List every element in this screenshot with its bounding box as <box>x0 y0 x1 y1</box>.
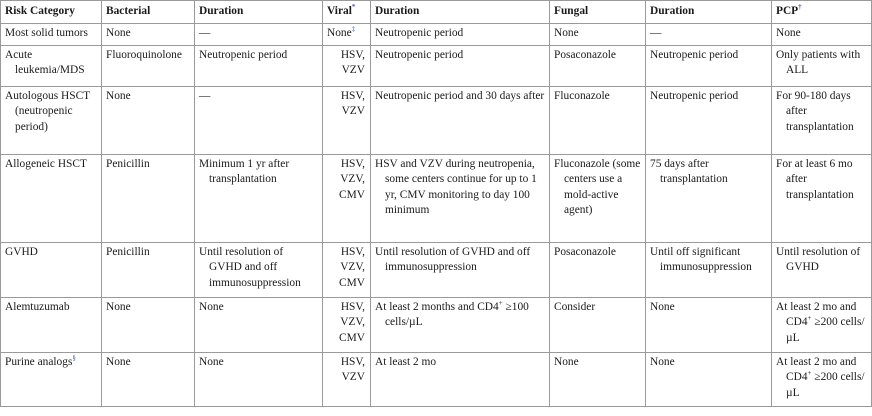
cell-viral: HSV, VZV, CMV <box>323 154 371 242</box>
cell-viral-duration: Until resolution of GVHD and off immunosuppression <box>371 242 550 297</box>
header-fungal-duration: Duration <box>646 1 772 24</box>
cell-fungal: Posaconazole <box>550 45 646 86</box>
cell-viral: HSV, VZV <box>323 45 371 86</box>
pcp-text: At least 2 mo and CD4 <box>776 355 857 383</box>
cell-bacterial: Fluoroquinolone <box>102 45 195 86</box>
cd4-superscript: + <box>807 314 812 322</box>
cell-risk-category-text: Purine analogs <box>5 355 73 368</box>
cell-fungal-duration: 75 days after transplantation <box>646 154 772 242</box>
header-viral-label: Viral <box>327 5 352 17</box>
table-row <box>1 23 872 45</box>
header-viral <box>323 1 371 24</box>
cell-fungal-duration: None <box>646 297 772 352</box>
cell-fungal-duration: Neutropenic period <box>646 45 772 86</box>
cell-fungal-duration: Neutropenic period <box>646 86 772 154</box>
cell-bacterial-duration: None <box>195 352 323 406</box>
cell-risk-category: Autologous HSCT (neutropenic period) <box>1 86 102 154</box>
cell-viral-duration: Neutropenic period <box>371 23 550 45</box>
cell-bacterial: Penicillin <box>102 242 195 297</box>
cell-fungal: Fluconazole (some centers use a mold-active agent) <box>550 154 646 242</box>
table-row <box>1 154 872 242</box>
table-row <box>1 297 872 352</box>
cell-pcp: Only patients with ALL <box>772 45 872 86</box>
header-fungal: Fungal <box>550 1 646 24</box>
cell-fungal: None <box>550 23 646 45</box>
cell-viral-duration <box>371 297 550 352</box>
cd4-superscript: + <box>807 369 812 377</box>
cell-risk-category: Alemtuzumab <box>1 297 102 352</box>
cell-bacterial-duration: None <box>195 297 323 352</box>
cell-fungal: None <box>550 352 646 406</box>
header-pcp <box>772 1 872 24</box>
cell-risk-category <box>1 352 102 406</box>
cell-viral: HSV, VZV, CMV <box>323 297 371 352</box>
cell-fungal: Consider <box>550 297 646 352</box>
cell-fungal: Fluconazole <box>550 86 646 154</box>
viral-duration-threshold: ≥100 cells/µL <box>385 300 529 328</box>
header-risk-category: Risk Category <box>1 1 102 24</box>
cell-viral-duration: At least 2 mo <box>371 352 550 406</box>
viral-duration-text: At least 2 months and CD4 <box>375 300 499 313</box>
table-row <box>1 242 872 297</box>
pcp-text: At least 2 mo and CD4 <box>776 300 857 328</box>
cell-pcp <box>772 352 872 406</box>
cell-bacterial: None <box>102 23 195 45</box>
cell-pcp: For at least 6 mo after transplantation <box>772 154 872 242</box>
cell-viral: HSV, VZV, CMV <box>323 242 371 297</box>
cell-risk-category: Allogeneic HSCT <box>1 154 102 242</box>
header-bacterial: Bacterial <box>102 1 195 24</box>
cell-risk-category: GVHD <box>1 242 102 297</box>
cell-pcp: Until resolution of GVHD <box>772 242 872 297</box>
cell-pcp: For 90-180 days after transplantation <box>772 86 872 154</box>
cell-viral-duration: Neutropenic period and 30 days after <box>371 86 550 154</box>
footnote-mark-purine[interactable]: § <box>72 353 76 362</box>
header-row <box>1 1 872 24</box>
cd4-superscript: + <box>498 298 503 307</box>
cell-bacterial-duration: Minimum 1 yr after transplantation <box>195 154 323 242</box>
cell-fungal-duration: Until off significant immunosuppression <box>646 242 772 297</box>
header-pcp-label: PCP <box>776 5 799 17</box>
cell-viral: HSV, VZV <box>323 352 371 406</box>
cell-viral-text: None <box>327 26 352 39</box>
footnote-mark-pcp[interactable]: † <box>798 3 802 11</box>
cell-bacterial: None <box>102 86 195 154</box>
pcp-threshold: ≥200 cells/µL <box>786 316 865 344</box>
cell-bacterial-duration: Neutropenic period <box>195 45 323 86</box>
cell-pcp: None <box>772 23 872 45</box>
cell-bacterial: Penicillin <box>102 154 195 242</box>
header-viral-duration: Duration <box>371 1 550 24</box>
cell-bacterial-duration: Until resolution of GVHD and off immunosuppression <box>195 242 323 297</box>
pcp-threshold: ≥200 cells/µL <box>786 371 865 399</box>
cell-viral-duration: Neutropenic period <box>371 45 550 86</box>
cell-viral: HSV, VZV <box>323 86 371 154</box>
footnote-mark-viral-none[interactable]: ‡ <box>351 24 356 33</box>
table-row <box>1 352 872 406</box>
footnote-mark-viral[interactable]: * <box>351 3 356 11</box>
cell-fungal: Posaconazole <box>550 242 646 297</box>
cell-viral-duration: HSV and VZV during neutropenia, some centers continue for up to 1 yr, CMV monitoring to day 100 minimum <box>371 154 550 242</box>
cell-bacterial-duration: — <box>195 86 323 154</box>
cell-risk-category: Acute leukemia/MDS <box>1 45 102 86</box>
cell-risk-category: Most solid tumors <box>1 23 102 45</box>
table-row <box>1 86 872 154</box>
cell-fungal-duration: — <box>646 23 772 45</box>
cell-pcp <box>772 297 872 352</box>
header-bacterial-duration: Duration <box>195 1 323 24</box>
cell-bacterial: None <box>102 297 195 352</box>
cell-fungal-duration: None <box>646 352 772 406</box>
cell-viral <box>323 23 371 45</box>
cell-bacterial-duration: — <box>195 23 323 45</box>
table-row <box>1 45 872 86</box>
cell-bacterial: None <box>102 352 195 406</box>
